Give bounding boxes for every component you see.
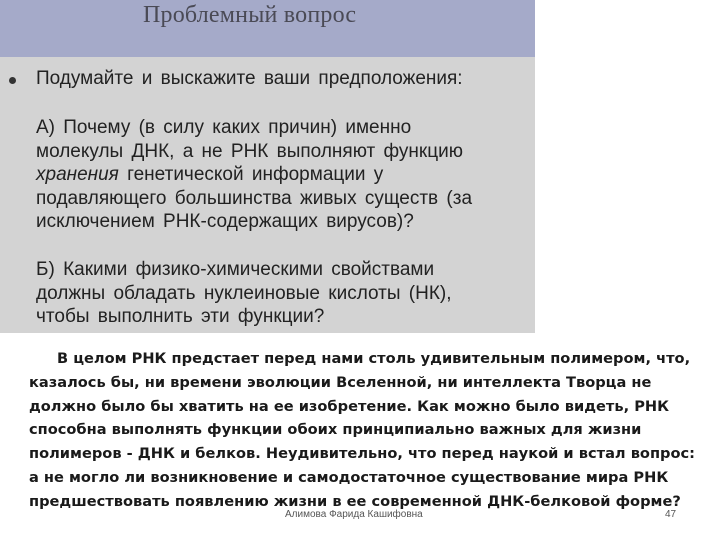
question-a-text-2: генетической информации у подавляющего большинства живых существ (за исключением РНК-содержащих вирусов)? — [36, 164, 473, 232]
body-paragraph — [29, 347, 709, 514]
slide-title: Проблемный вопрос — [143, 2, 357, 28]
question-b — [36, 258, 506, 329]
slide-prompt: Подумайте и выскажите ваши предположения: — [36, 68, 463, 89]
body-paragraph-text: В целом РНК предстает перед нами столь удивительным полимером, что, казалось бы, ни времени эволюции Вселенной, ни интеллекта Творца не должно было бы хватить на ее изобретение. Как можно было видеть, РНК способна выполнять функции обоих принципиально важных для жизни полимеров - ДНК и белков. Неудивительно, что перед наукой и встал вопрос: а не могло ли возникновение и самодостаточное существование мира РНК предшествовать появлению жизни в ее современной ДНК-белковой форме? — [29, 350, 696, 510]
embedded-slide-image — [0, 0, 535, 333]
page-number: 47 — [665, 509, 677, 520]
question-b-text: Б) Какими физико-химическими свойствами должны обладать нуклеиновые кислоты (НК), чтобы выполнить эти функции? — [36, 259, 452, 327]
footer-author: Алимова Фарида Кашифовна — [285, 509, 423, 520]
bullet-icon — [9, 77, 16, 84]
question-a — [36, 116, 506, 234]
question-a-text-1: А) Почему (в силу каких причин) именно молекулы ДНК, а не РНК выполняют функцию — [36, 117, 463, 162]
question-a-italic: хранения — [36, 164, 119, 185]
